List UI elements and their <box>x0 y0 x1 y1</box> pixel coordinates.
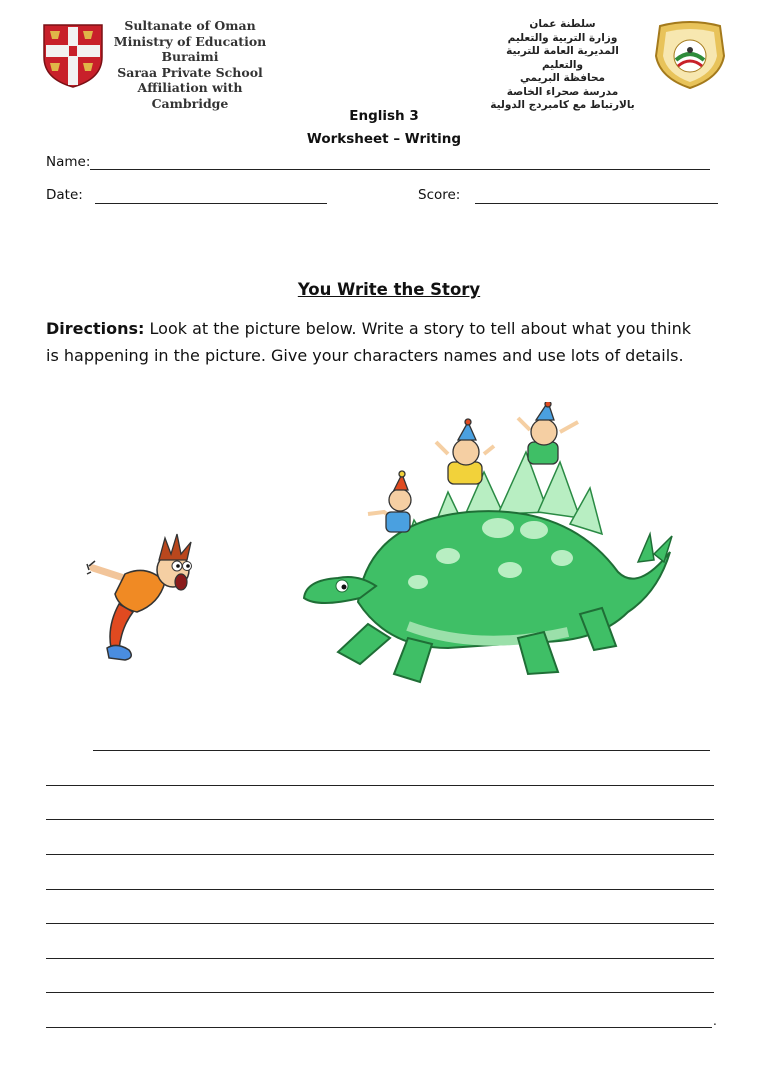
header-arabic <box>485 18 640 113</box>
writing-line[interactable] <box>46 785 714 786</box>
header-ar-line: سلطنة عمان <box>529 18 596 30</box>
name-label: Name: <box>46 154 91 170</box>
course-title: English 3 <box>349 108 419 124</box>
header-en-line: Sultanate of Oman <box>124 18 256 33</box>
directions-text: Look at the picture below. Write a story to tell about what you think is happening in the picture. Give your characters names and use lots of details. <box>46 319 691 365</box>
directions-paragraph <box>46 315 706 369</box>
header-ar-line: مدرسة صحراء الخاصة <box>506 85 619 98</box>
directions-label: Directions: <box>46 319 145 338</box>
writing-line[interactable] <box>46 889 714 890</box>
header-en-line: Saraa Private School <box>117 64 263 80</box>
header-ar-line: بالارتباط مع كامبردج الدولية <box>490 99 635 111</box>
score-label: Score: <box>418 187 461 203</box>
writing-line[interactable] <box>46 992 714 993</box>
header-en-line: Buraimi <box>161 49 219 64</box>
writing-line[interactable] <box>46 854 714 855</box>
worksheet-subtitle: Worksheet – Writing <box>306 131 462 147</box>
dinosaur-with-kids-illustration <box>298 402 678 692</box>
header-english <box>110 18 270 111</box>
header-ar-line: وزارة التربية والتعليم <box>507 31 618 44</box>
writing-line[interactable] <box>46 923 714 924</box>
score-input-line[interactable] <box>475 203 718 204</box>
header-ar-line: المديرية العامة للتربية والتعليم <box>506 45 619 71</box>
date-label: Date: <box>46 187 83 203</box>
date-input-line[interactable] <box>95 203 327 204</box>
name-input-line[interactable] <box>90 169 710 170</box>
header-en-line: Ministry of Education <box>113 33 267 49</box>
school-crest-logo <box>42 23 104 89</box>
header-ar-line: محافظة البريمي <box>519 72 606 84</box>
story-title: You Write the Story <box>297 280 481 299</box>
surprised-boy-illustration <box>85 530 210 670</box>
writing-line[interactable] <box>46 819 714 820</box>
writing-line[interactable] <box>46 958 714 959</box>
writing-end-mark: . <box>713 1014 717 1028</box>
school-emblem-logo <box>650 20 730 90</box>
writing-line[interactable] <box>93 750 710 751</box>
header-en-line: Affiliation with Cambridge <box>137 80 243 111</box>
writing-line[interactable] <box>46 1027 712 1028</box>
